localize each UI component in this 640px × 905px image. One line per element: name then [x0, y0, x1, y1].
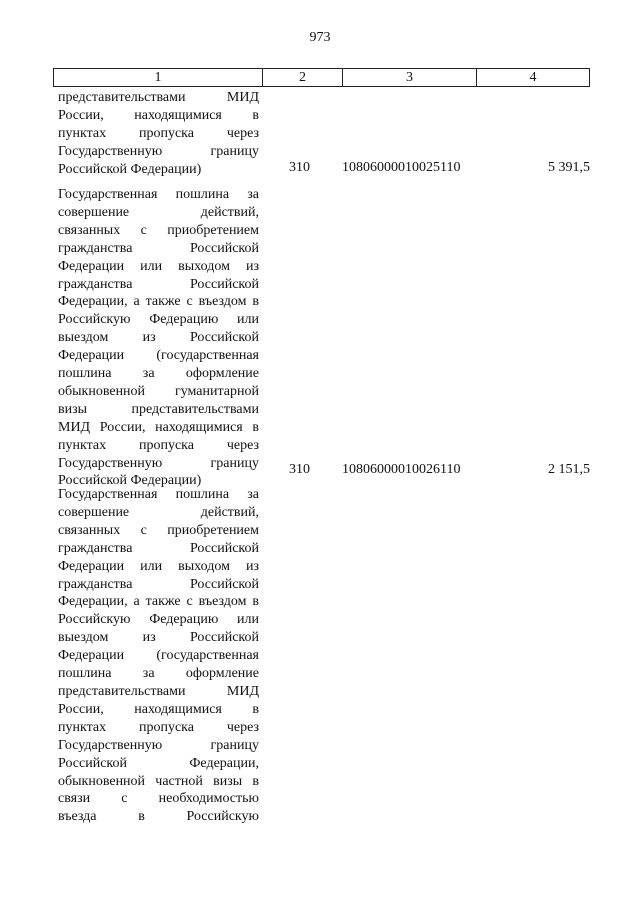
row-2-description: Государственная пошлина за совершение действий, связанных с приобретением гражданства Российской Федерации или выходом из гражданства Российской Федерации, а также с въездом в Российскую Федерацию или выездом из Российской Федерации (государственная пошлина за оформление обыкновенной гуманитарной визы представительствами МИД России, находящимися в пунктах пропуска через Государственную границу — [58, 187, 259, 471]
row-1-amount: 5 391,5 — [548, 160, 590, 175]
header-col-2: 2 — [263, 69, 343, 86]
row-3-description: Государственная пошлина за совершение действий, связанных с приобретением гражданства Российской Федерации или выходом из гражданства Российской Федерации, а также с въездом в Российскую Федерацию или выездом из Российской Федерации (государственная пошлина за оформление представительствами МИД России, находящимися в пунктах пропуска через Государственную границу Российской Федерации, обыкновенной частной визы в связи с необходимостью въезда в Российскую — [58, 487, 259, 825]
page-number: 973 — [309, 30, 331, 45]
header-col-4: 4 — [529, 70, 537, 85]
row-2-description-last-line: Российской Федерации) — [58, 473, 202, 489]
row-2-code: 310 — [289, 462, 310, 477]
table-header — [53, 68, 590, 87]
row-2-amount: 2 151,5 — [548, 462, 590, 477]
row-1-description: представительствами МИД России, находящимися в пунктах пропуска через Государственную границу — [58, 90, 259, 159]
header-col-3: 3 — [343, 69, 477, 86]
row-1-description-last-line: Российской Федерации) — [58, 161, 202, 177]
header-col-1: 1 — [54, 69, 263, 86]
row-1-code: 310 — [289, 160, 310, 175]
row-1-kbk: 10806000010025110 — [342, 160, 461, 175]
row-2-kbk: 10806000010026110 — [342, 462, 461, 477]
